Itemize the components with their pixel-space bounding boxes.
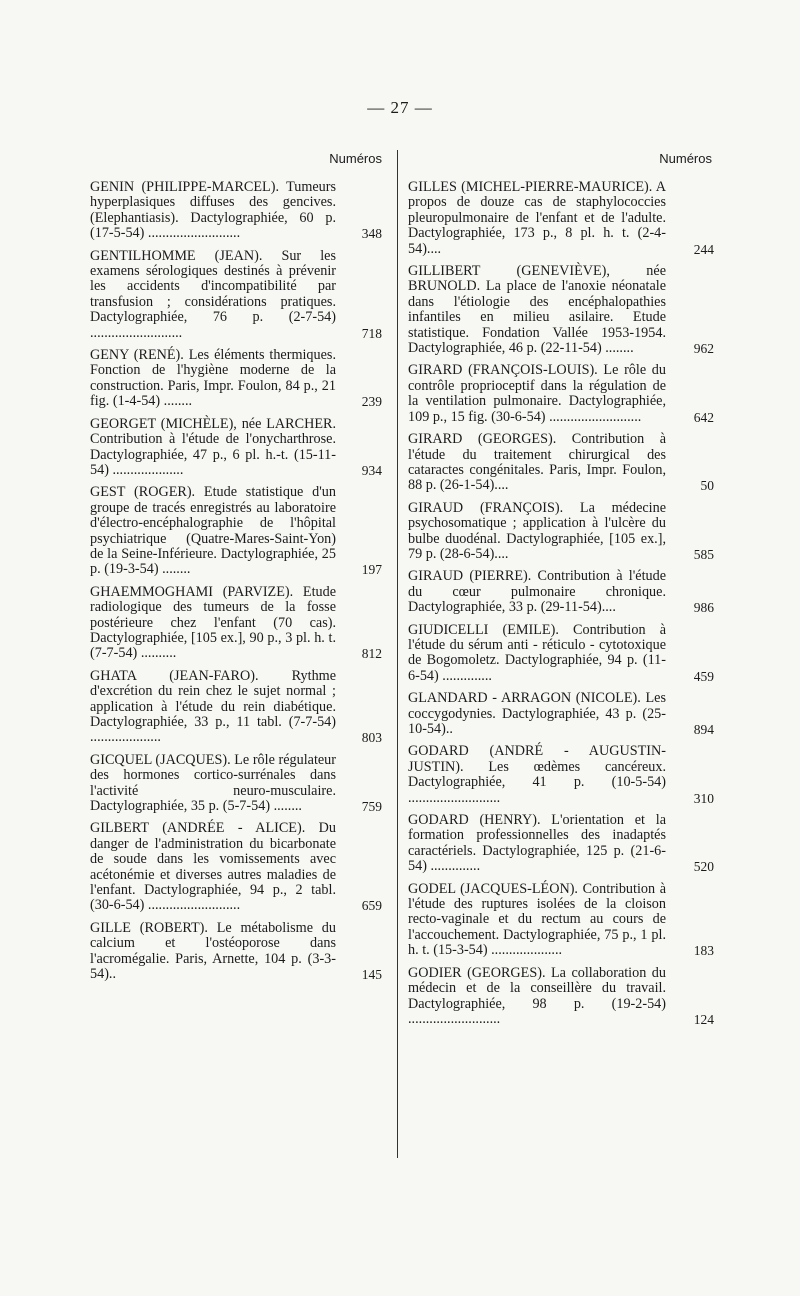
entry-text: GILLE (ROBERT). Le métabolisme du calcium et l'ostéoporose dans l'acromégalie. Paris, Arnette, 104 p. (3-3-54).. [90, 919, 336, 983]
entry-number: 197 [361, 562, 382, 578]
entry-text: GODEL (JACQUES-LÉON). Contribution à l'étude des ruptures isolées de la cloison recto-vaginale et du rectum au cours de l'accouchement. Dactylographiée, 75 p., 1 pl. h. t. (15-3-54) .................... [408, 880, 666, 959]
entry-number: 50 [700, 478, 714, 494]
entry-text: GICQUEL (JACQUES). Le rôle régulateur des hormones cortico-surrénales dans l'activité neuro-musculaire. Dactylographiée, 35 p. (5-7-54) ........ [90, 751, 336, 815]
entry-number: 962 [693, 341, 714, 357]
entry-number: 145 [361, 967, 382, 983]
entry-number: 986 [693, 600, 714, 616]
entry-text: GIUDICELLI (EMILE). Contribution à l'étude du sérum anti - réticulo - cytotoxique de Bogomoletz. Dactylographiée, 94 p. (11-6-54) .............. [408, 621, 666, 684]
entry-number: 642 [693, 409, 714, 425]
entry-text: GODARD (ANDRÉ - AUGUSTIN-JUSTIN). Les œdèmes cancéreux. Dactylographiée, 41 p. (10-5-54) .......................... [408, 743, 666, 806]
bibliography-entry [90, 179, 382, 242]
bibliography-entry [408, 568, 714, 616]
entry-number: 934 [361, 462, 382, 478]
entry-text: GHATA (JEAN-FARO). Rythme d'excrétion du rein chez le sujet normal ; application à l'étude du rein diabétique. Dactylographiée, 33 p., 11 tabl. (7-7-54) .................... [90, 667, 336, 746]
bibliography-entry [408, 179, 714, 257]
bibliography-entry [408, 263, 714, 357]
entry-number: 894 [693, 722, 714, 737]
entry-text: GENTILHOMME (JEAN). Sur les examens sérologiques destinés à prévenir les accidents d'incompatibilité par transfusion ; considérations pratiques. Dactylographiée, 76 p. (2-7-54) .......................... [90, 247, 336, 341]
entry-number: 659 [361, 898, 382, 914]
bibliography-entry [90, 415, 382, 479]
entry-number: 812 [361, 646, 382, 662]
page-number: — 27 — [367, 98, 433, 117]
entry-number: 239 [361, 394, 382, 410]
left-column [90, 150, 382, 990]
entry-number: 718 [361, 325, 382, 341]
entry-text: GEORGET (MICHÈLE), née LARCHER. Contribution à l'étude de l'onycharthrose. Dactylographiée, 47 p., 6 pl. h.-t. (15-11-54) .................... [90, 415, 336, 478]
entry-number: 348 [361, 226, 382, 242]
entry-number: 803 [361, 730, 382, 746]
entry-text: GIRARD (FRANÇOIS-LOUIS). Le rôle du contrôle proprioceptif dans la régulation de la ventilation pulmonaire. Dactylographiée, 109 p., 15 fig. (30-6-54) .......................... [408, 362, 666, 425]
entry-text: GILBERT (ANDRÉE - ALICE). Du danger de l'administration du bicarbonate de soude dans les vomissements avec acétonémie et diverses autres maladies de l'enfant. Dactylographiée, 94 p., 2 tabl. (30-6-54) .......................... [90, 820, 336, 914]
entry-text: GLANDARD - ARRAGON (NICOLE). Les coccygodynies. Dactylographiée, 43 p. (25-10-54).. [408, 690, 666, 737]
entry-number: 759 [361, 799, 382, 815]
entry-text: GILLIBERT (GENEVIÈVE), née BRUNOLD. La place de l'anoxie néonatale dans l'étiologie des encéphalopathies infantiles en milieu asilaire. Etude statistique. Fondation Vallée 1953-1954. Dactylographiée, 46 p. (22-11-54) ........ [408, 263, 666, 357]
bibliography-entry [90, 751, 382, 815]
bibliography-entry [90, 247, 382, 341]
entry-text: GENY (RENÉ). Les éléments thermiques. Fonction de l'hygiène moderne de la construction. Paris, Impr. Foulon, 84 p., 21 fig. (1-4-54) ........ [90, 347, 336, 410]
entry-text: GEST (ROGER). Etude statistique d'un groupe de tracés enregistrés au laboratoire d'électro-encéphalographie de l'hôpital psychiatrique (Quatre-Mares-Saint-Yon) de la Seine-Inférieure. Dactylographiée, 25 p. (19-3-54) ........ [90, 484, 336, 578]
entry-text: GODARD (HENRY). L'orientation et la formation professionnelles des inadaptés caractériels. Dactylographiée, 125 p. (21-6-54) .............. [408, 812, 666, 875]
entry-number: 520 [693, 859, 714, 875]
left-column-header: Numéros [329, 151, 382, 166]
right-column-header: Numéros [659, 151, 712, 166]
bibliography-entry [90, 820, 382, 914]
bibliography-entry [408, 812, 714, 875]
bibliography-entry [408, 362, 714, 425]
bibliography-entry [90, 484, 382, 578]
entry-number: 244 [693, 241, 714, 257]
bibliography-entry [408, 621, 714, 685]
bibliography-entry [90, 347, 382, 410]
entry-text: GIRARD (GEORGES). Contribution à l'étude du traitement chirurgical des cataractes congénitales. Paris, Impr. Foulon, 88 p. (26-1-54).... [408, 431, 666, 494]
bibliography-entry [408, 964, 714, 1028]
bibliography-entry [90, 583, 382, 662]
bibliography-entry [90, 667, 382, 746]
right-column [408, 150, 714, 1034]
bibliography-entry [408, 743, 714, 806]
entry-number: 183 [693, 943, 714, 959]
bibliography-entry [408, 499, 714, 563]
left-entries [90, 179, 382, 983]
bibliography-entry [408, 431, 714, 494]
entry-text: GODIER (GEORGES). La collaboration du médecin et de la conseillère du travail. Dactylographiée, 98 p. (19-2-54) .......................... [408, 964, 666, 1027]
right-entries [408, 179, 714, 1027]
bibliography-entry [408, 690, 714, 737]
column-divider [397, 150, 398, 1158]
entry-text: GHAEMMOGHAMI (PARVIZE). Etude radiologique des tumeurs de la fosse postérieure chez l'enfant (70 cas). Dactylographiée, [105 ex.], 90 p., 3 pl. h. t. (7-7-54) .......... [90, 583, 336, 662]
entry-number: 585 [693, 546, 714, 562]
entry-text: GIRAUD (FRANÇOIS). La médecine psychosomatique ; application à l'ulcère du bulbe duodénal. Dactylographiée, [105 ex.], 79 p. (28-6-54).... [408, 499, 666, 562]
entry-number: 310 [693, 790, 714, 806]
bibliography-entry [408, 880, 714, 959]
bibliography-entry [90, 919, 382, 983]
entry-number: 124 [693, 1011, 714, 1027]
entry-text: GENIN (PHILIPPE-MARCEL). Tumeurs hyperplasiques diffuses des gencives. (Elephantiasis). Dactylographiée, 60 p. (17-5-54) .......................... [90, 179, 336, 242]
entry-number: 459 [693, 668, 714, 684]
entry-text: GILLES (MICHEL-PIERRE-MAURICE). A propos de douze cas de staphylococcies pleuropulmonaire de l'enfant et de l'adulte. Dactylographiée, 173 p., 8 pl. h. t. (2-4-54).... [408, 179, 666, 257]
entry-text: GIRAUD (PIERRE). Contribution à l'étude du cœur pulmonaire chronique. Dactylographiée, 33 p. (29-11-54).... [408, 568, 666, 616]
